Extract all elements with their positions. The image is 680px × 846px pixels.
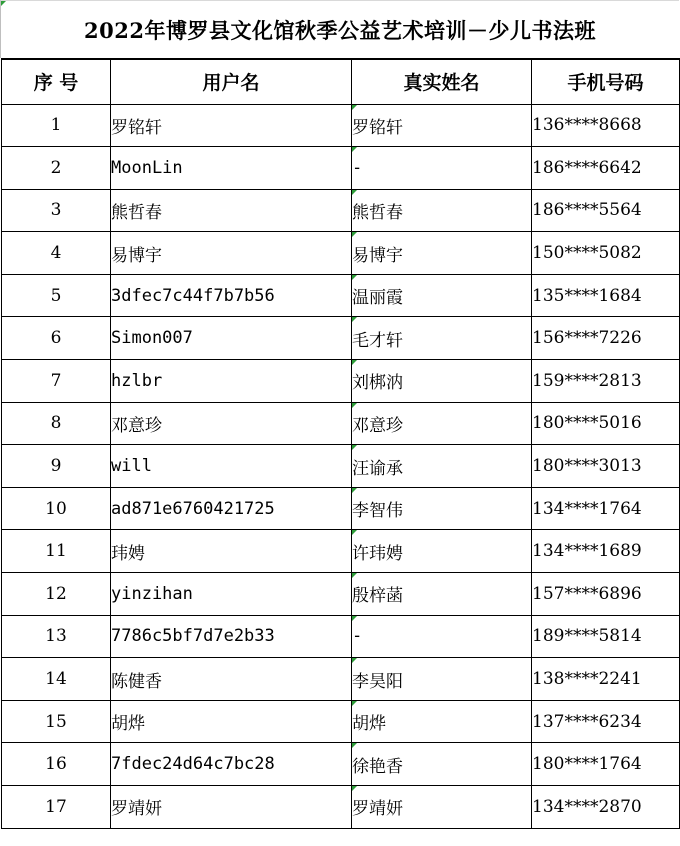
cell-index[interactable] [2,700,111,743]
cell-username[interactable] [111,445,352,488]
cell-phone-text: 134****1764 [532,498,642,519]
table-row [2,658,680,701]
header-phone: 手机号码 [532,59,680,104]
registration-table [1,58,680,829]
cell-phone[interactable] [532,317,680,360]
cell-phone-text: 157****6896 [532,583,642,604]
cell-username[interactable] [111,317,352,360]
cell-realname[interactable] [352,743,532,786]
cell-index[interactable] [2,487,111,530]
cell-index-text: 17 [45,796,67,817]
cell-index[interactable] [2,530,111,573]
cell-realname[interactable] [352,700,532,743]
comment-marker-icon [352,616,357,621]
cell-phone-text: 135****1684 [532,285,642,306]
cell-username-text: Simon007 [111,328,193,349]
cell-username[interactable] [111,487,352,530]
cell-realname[interactable] [352,573,532,616]
table-row [2,360,680,403]
cell-username[interactable] [111,232,352,275]
cell-phone-text: 186****5564 [532,200,642,221]
table-header-row [2,59,680,104]
comment-marker-icon [352,701,357,706]
cell-realname[interactable] [352,487,532,530]
cell-index-text: 2 [50,157,62,178]
cell-index-text: 3 [50,200,62,221]
cell-realname-text: 毛才轩 [352,330,403,351]
cell-realname-text: 徐艳香 [352,756,403,777]
cell-index[interactable] [2,232,111,275]
cell-realname-text: - [352,626,363,647]
cell-realname[interactable] [352,786,532,829]
cell-phone-text: 180****1764 [532,754,642,775]
cell-phone-text: 180****5016 [532,413,642,434]
table-row [2,189,680,232]
cell-phone[interactable] [532,487,680,530]
cell-realname[interactable] [352,317,532,360]
cell-index[interactable] [2,615,111,658]
cell-realname[interactable] [352,402,532,445]
cell-username[interactable] [111,274,352,317]
cell-phone-text: 134****1689 [532,541,642,562]
cell-index-text: 6 [50,328,62,349]
table-row [2,700,680,743]
cell-index[interactable] [2,573,111,616]
cell-realname-text: 刘梆汭 [352,373,403,394]
cell-phone-text: 137****6234 [532,711,642,732]
cell-index[interactable] [2,189,111,232]
cell-index-text: 1 [50,115,62,136]
header-realname: 真实姓名 [352,59,532,104]
cell-username[interactable] [111,147,352,190]
cell-realname-text: 易博宇 [352,245,403,266]
comment-marker-icon [352,488,357,493]
comment-marker-icon [1,1,6,6]
cell-index-text: 7 [50,370,62,391]
title-row [0,0,679,58]
cell-realname[interactable] [352,104,532,147]
cell-index[interactable] [2,402,111,445]
comment-marker-icon [352,317,357,322]
cell-index[interactable] [2,658,111,701]
header-username: 用户名 [111,59,352,104]
cell-phone[interactable] [532,189,680,232]
cell-phone[interactable] [532,402,680,445]
cell-index-text: 14 [45,669,67,690]
cell-username-text: 7fdec24d64c7bc28 [111,754,275,775]
table-row [2,402,680,445]
table-row [2,147,680,190]
cell-username-text: 邓意珍 [111,415,162,436]
cell-phone-text: 136****8668 [532,115,642,136]
header-index: 序 号 [2,59,111,104]
cell-realname[interactable] [352,147,532,190]
cell-realname-text: 胡烨 [352,714,386,735]
cell-realname[interactable] [352,189,532,232]
cell-username-text: ad871e6760421725 [111,498,275,519]
cell-realname-text: 熊哲春 [352,202,403,223]
cell-realname-text: 李昊阳 [352,671,403,692]
cell-index[interactable] [2,147,111,190]
cell-realname[interactable] [352,445,532,488]
comment-marker-icon [352,658,357,663]
cell-username-text: yinzihan [111,583,193,604]
table-row [2,573,680,616]
cell-username-text: hzlbr [111,370,163,391]
comment-marker-icon [352,190,357,195]
cell-phone[interactable] [532,573,680,616]
cell-index-text: 13 [45,626,67,647]
cell-realname-text: 汪谕承 [352,458,403,479]
cell-realname-text: 殷梓菡 [352,586,403,607]
table-row [2,232,680,275]
cell-username[interactable] [111,615,352,658]
cell-index-text: 11 [45,541,67,562]
cell-realname[interactable] [352,360,532,403]
cell-username[interactable] [111,700,352,743]
cell-phone[interactable] [532,147,680,190]
cell-realname[interactable] [352,530,532,573]
cell-realname[interactable] [352,274,532,317]
cell-realname-text: 许玮娉 [352,543,403,564]
cell-username-text: 陈健香 [111,671,162,692]
cell-username-text: 熊哲春 [111,202,162,223]
cell-realname-text: 邓意珍 [352,415,403,436]
cell-phone-text: 150****5082 [532,243,642,264]
cell-realname[interactable] [352,615,532,658]
cell-phone[interactable] [532,232,680,275]
comment-marker-icon [352,445,357,450]
cell-index-text: 12 [45,583,67,604]
comment-marker-icon [352,573,357,578]
cell-username[interactable] [111,530,352,573]
cell-username-text: 罗铭轩 [111,117,162,138]
cell-phone[interactable] [532,700,680,743]
table-row [2,743,680,786]
cell-phone-text: 156****7226 [532,328,642,349]
table-row [2,530,680,573]
cell-index-text: 8 [50,413,62,434]
comment-marker-icon [352,786,357,791]
comment-marker-icon [352,147,357,152]
cell-index-text: 4 [50,243,62,264]
comment-marker-icon [352,743,357,748]
cell-username-text: 胡烨 [111,714,145,735]
cell-realname-text: - [352,157,363,178]
cell-index[interactable] [2,104,111,147]
cell-index-text: 15 [45,711,67,732]
cell-index[interactable] [2,786,111,829]
cell-username-text: will [111,456,152,477]
cell-realname-text: 罗靖妍 [352,799,403,820]
cell-phone-text: 138****2241 [532,669,642,690]
table-row [2,487,680,530]
cell-phone-text: 134****2870 [532,796,642,817]
cell-phone-text: 180****3013 [532,456,642,477]
cell-index[interactable] [2,317,111,360]
cell-realname-text: 罗铭轩 [352,117,403,138]
table-row [2,274,680,317]
table-row [2,615,680,658]
cell-index-text: 10 [45,498,67,519]
cell-username-text: 易博宇 [111,245,162,266]
cell-phone[interactable] [532,445,680,488]
comment-marker-icon [352,275,357,280]
cell-index-text: 5 [50,285,62,306]
cell-realname-text: 李智伟 [352,501,403,522]
cell-phone-text: 159****2813 [532,370,642,391]
cell-phone-text: 189****5814 [532,626,642,647]
cell-phone[interactable] [532,658,680,701]
cell-realname[interactable] [352,658,532,701]
comment-marker-icon [352,403,357,408]
cell-username[interactable] [111,573,352,616]
cell-username-text: 罗靖妍 [111,799,162,820]
cell-username-text: 玮娉 [111,543,145,564]
cell-username[interactable] [111,786,352,829]
cell-index-text: 16 [45,754,67,775]
cell-username-text: 3dfec7c44f7b7b56 [111,285,275,306]
cell-realname[interactable] [352,232,532,275]
page-title: 2022年博罗县文化馆秋季公益艺术培训－少儿书法班 [84,17,596,43]
table-row [2,786,680,829]
cell-username-text: 7786c5bf7d7e2b33 [111,626,275,647]
cell-phone-text: 186****6642 [532,157,642,178]
comment-marker-icon [352,360,357,365]
cell-phone[interactable] [532,615,680,658]
cell-phone[interactable] [532,104,680,147]
cell-index-text: 9 [50,456,62,477]
cell-username[interactable] [111,104,352,147]
cell-index[interactable] [2,445,111,488]
cell-realname-text: 温丽霞 [352,288,403,309]
cell-username[interactable] [111,189,352,232]
table-row [2,445,680,488]
cell-username[interactable] [111,402,352,445]
cell-phone[interactable] [532,530,680,573]
table-row [2,104,680,147]
comment-marker-icon [352,105,357,110]
cell-index[interactable] [2,274,111,317]
cell-phone[interactable] [532,274,680,317]
cell-index[interactable] [2,743,111,786]
cell-username[interactable] [111,658,352,701]
cell-username[interactable] [111,743,352,786]
table-body [2,104,680,828]
cell-username-text: MoonLin [111,157,183,178]
comment-marker-icon [352,232,357,237]
cell-phone[interactable] [532,360,680,403]
cell-phone[interactable] [532,743,680,786]
cell-username[interactable] [111,360,352,403]
cell-index[interactable] [2,360,111,403]
cell-phone[interactable] [532,786,680,829]
table-row [2,317,680,360]
comment-marker-icon [352,530,357,535]
